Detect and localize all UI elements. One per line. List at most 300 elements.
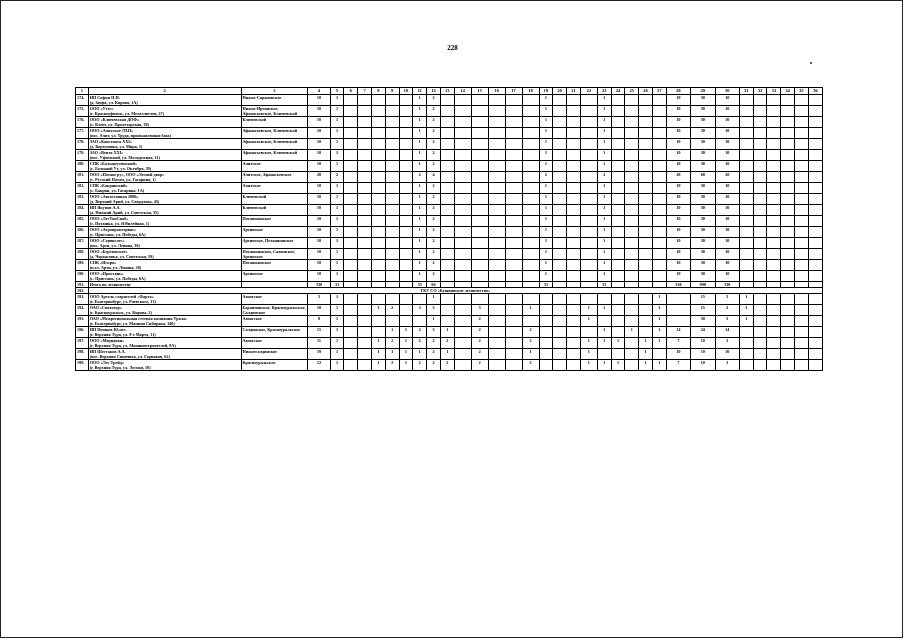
- value-cell: 2: [427, 360, 441, 371]
- value-cell: 1: [330, 161, 344, 172]
- value-cell: 2: [522, 327, 539, 338]
- value-cell: [639, 271, 653, 282]
- value-cell: 1: [330, 360, 344, 371]
- value-cell: 30: [691, 183, 715, 194]
- value-cell: [522, 216, 539, 227]
- value-cell: [385, 194, 399, 205]
- value-cell: [454, 327, 471, 338]
- value-cell: [344, 150, 358, 161]
- value-cell: 1: [330, 216, 344, 227]
- value-cell: [625, 150, 639, 161]
- value-cell: 2: [440, 360, 454, 371]
- value-cell: [454, 360, 471, 371]
- value-cell: 10: [308, 238, 330, 249]
- organization-cell: [88, 360, 241, 371]
- value-cell: 10: [666, 183, 690, 194]
- row-number: 179.: [76, 150, 89, 161]
- value-cell: 1: [539, 150, 553, 161]
- value-cell: [580, 205, 597, 216]
- value-cell: [522, 172, 539, 183]
- organization-address: (с. Пристань, ул. Победы, 6А): [89, 276, 146, 281]
- column-header: 7: [358, 88, 372, 95]
- value-cell: 1: [413, 128, 427, 139]
- value-cell: [767, 249, 781, 260]
- organization-address: (г. Верхняя Тура, ул. Машиностроителей, 8А): [89, 343, 176, 348]
- value-cell: 30: [691, 205, 715, 216]
- value-cell: [399, 205, 413, 216]
- table-row: [76, 316, 823, 327]
- value-cell: [753, 205, 767, 216]
- value-cell: [625, 117, 639, 128]
- value-cell: [739, 271, 753, 282]
- column-header: 4: [308, 88, 330, 95]
- value-cell: [553, 117, 567, 128]
- value-cell: 30: [691, 216, 715, 227]
- value-cell: 20: [666, 172, 690, 183]
- value-cell: [344, 106, 358, 117]
- value-cell: [753, 194, 767, 205]
- value-cell: [488, 260, 505, 271]
- row-number: 185.: [76, 216, 89, 227]
- value-cell: 1: [611, 360, 625, 371]
- value-cell: 10: [666, 150, 690, 161]
- value-cell: [781, 161, 795, 172]
- value-cell: [471, 227, 488, 238]
- forestry-cell: Ключевской: [241, 194, 308, 205]
- value-cell: 1: [413, 95, 427, 106]
- table-row: [76, 305, 823, 316]
- value-cell: [553, 128, 567, 139]
- column-header: 18: [522, 88, 539, 95]
- value-cell: [454, 150, 471, 161]
- value-cell: [652, 194, 666, 205]
- value-cell: [652, 216, 666, 227]
- value-cell: [505, 305, 522, 316]
- value-cell: 5: [715, 294, 739, 305]
- value-cell: [753, 260, 767, 271]
- value-cell: 1: [413, 216, 427, 227]
- value-cell: [808, 117, 822, 128]
- value-cell: 10: [666, 117, 690, 128]
- value-cell: [767, 316, 781, 327]
- forestry-cell: Ачитское: [241, 161, 308, 172]
- organization-cell: [88, 106, 241, 117]
- value-cell: [522, 128, 539, 139]
- value-cell: [639, 205, 653, 216]
- organization-name: ООО «Поташ-ру», ООО «Лесной двор»: [89, 172, 165, 177]
- forestry-cell: Нижнесалдинское: [241, 349, 308, 360]
- value-cell: 2: [427, 271, 441, 282]
- value-cell: 10: [308, 194, 330, 205]
- value-cell: [567, 327, 581, 338]
- forestry-cell: Поташкинское: [241, 216, 308, 227]
- value-cell: [781, 260, 795, 271]
- value-cell: [344, 360, 358, 371]
- value-cell: [611, 95, 625, 106]
- value-cell: [440, 294, 454, 305]
- organization-cell: [88, 327, 241, 338]
- value-cell: 2: [385, 305, 399, 316]
- value-cell: [808, 172, 822, 183]
- value-cell: [767, 327, 781, 338]
- value-cell: [808, 216, 822, 227]
- value-cell: [539, 316, 553, 327]
- value-cell: [399, 260, 413, 271]
- value-cell: 1: [330, 305, 344, 316]
- value-cell: 30: [691, 139, 715, 150]
- column-header: 8: [371, 88, 385, 95]
- value-cell: [344, 128, 358, 139]
- row-number: 198.: [76, 349, 89, 360]
- value-cell: [767, 128, 781, 139]
- value-cell: [371, 161, 385, 172]
- value-cell: [739, 238, 753, 249]
- value-cell: 66: [427, 282, 441, 288]
- value-cell: [781, 216, 795, 227]
- value-cell: [505, 260, 522, 271]
- value-cell: [385, 139, 399, 150]
- value-cell: [580, 238, 597, 249]
- value-cell: [522, 183, 539, 194]
- value-cell: 33: [539, 282, 553, 288]
- value-cell: 1: [413, 238, 427, 249]
- column-header: 21: [567, 88, 581, 95]
- value-cell: [505, 216, 522, 227]
- column-header: 22: [580, 88, 597, 95]
- value-cell: 10: [715, 161, 739, 172]
- table-row: [76, 360, 823, 371]
- organization-cell: [88, 316, 241, 327]
- value-cell: [767, 161, 781, 172]
- value-cell: [808, 305, 822, 316]
- value-cell: [611, 294, 625, 305]
- organization-name: ООО «Лес Трейд»: [89, 360, 124, 365]
- value-cell: [652, 349, 666, 360]
- value-cell: 1: [597, 327, 611, 338]
- value-cell: [739, 128, 753, 139]
- value-cell: [539, 294, 553, 305]
- value-cell: [652, 128, 666, 139]
- value-cell: [753, 271, 767, 282]
- value-cell: [567, 271, 581, 282]
- value-cell: [808, 271, 822, 282]
- value-cell: 10: [666, 205, 690, 216]
- value-cell: 1: [597, 183, 611, 194]
- organization-address: (г. Верхняя Тура, ул. 8-е Марта, 11): [89, 332, 156, 337]
- value-cell: [385, 183, 399, 194]
- value-cell: [553, 139, 567, 150]
- table-row: [76, 161, 823, 172]
- forestry-cell: Афанасьевское, Ключевской: [241, 150, 308, 161]
- value-cell: [567, 95, 581, 106]
- value-cell: 1: [611, 338, 625, 349]
- value-cell: [358, 227, 372, 238]
- forestry-cell: Азиатское: [241, 294, 308, 305]
- value-cell: [639, 128, 653, 139]
- value-cell: 10: [666, 249, 690, 260]
- value-cell: 10: [666, 128, 690, 139]
- value-cell: [753, 161, 767, 172]
- organization-name: ИП Якупов А.А.: [89, 205, 121, 210]
- value-cell: 10: [715, 349, 739, 360]
- value-cell: [795, 183, 809, 194]
- organization-address: (пос. Арти, ул. Ленина, 30): [89, 243, 140, 248]
- value-cell: [639, 294, 653, 305]
- value-cell: [580, 249, 597, 260]
- value-cell: [522, 227, 539, 238]
- value-cell: [795, 227, 809, 238]
- value-cell: [639, 216, 653, 227]
- table-row: [76, 95, 823, 106]
- value-cell: [344, 194, 358, 205]
- value-cell: [580, 128, 597, 139]
- table-row: [76, 150, 823, 161]
- value-cell: 10: [666, 260, 690, 271]
- value-cell: [371, 117, 385, 128]
- value-cell: 2: [385, 338, 399, 349]
- column-header: 17: [505, 88, 522, 95]
- value-cell: 20: [308, 172, 330, 183]
- value-cell: 1: [399, 349, 413, 360]
- value-cell: 15: [308, 327, 330, 338]
- value-cell: [795, 260, 809, 271]
- value-cell: 1: [597, 106, 611, 117]
- value-cell: [666, 305, 690, 316]
- value-cell: 10: [666, 271, 690, 282]
- value-cell: [781, 227, 795, 238]
- value-cell: [358, 338, 372, 349]
- value-cell: [795, 249, 809, 260]
- value-cell: [567, 150, 581, 161]
- forestry-cell: Ключевской: [241, 205, 308, 216]
- value-cell: [471, 117, 488, 128]
- value-cell: 2: [427, 349, 441, 360]
- value-cell: [522, 316, 539, 327]
- value-cell: [553, 95, 567, 106]
- value-cell: 24: [691, 327, 715, 338]
- value-cell: [611, 271, 625, 282]
- value-cell: [399, 172, 413, 183]
- value-cell: 2: [413, 360, 427, 371]
- table-row: [76, 183, 823, 194]
- value-cell: 1: [539, 216, 553, 227]
- value-cell: 1: [330, 183, 344, 194]
- value-cell: [611, 205, 625, 216]
- value-cell: [371, 128, 385, 139]
- value-cell: [344, 294, 358, 305]
- value-cell: 1: [413, 106, 427, 117]
- value-cell: [739, 227, 753, 238]
- value-cell: 1: [539, 128, 553, 139]
- value-cell: [454, 338, 471, 349]
- value-cell: [781, 316, 795, 327]
- header-row: [76, 88, 823, 95]
- value-cell: 10: [308, 139, 330, 150]
- value-cell: 10: [666, 139, 690, 150]
- value-cell: [808, 294, 822, 305]
- value-cell: [471, 183, 488, 194]
- value-cell: [781, 172, 795, 183]
- value-cell: 1: [597, 238, 611, 249]
- forestry-cell: Ачитское: [241, 183, 308, 194]
- value-cell: [567, 117, 581, 128]
- value-cell: 10: [666, 238, 690, 249]
- value-cell: 2: [427, 205, 441, 216]
- value-cell: 10: [666, 194, 690, 205]
- value-cell: 10: [308, 305, 330, 316]
- value-cell: 5: [308, 294, 330, 305]
- value-cell: [399, 271, 413, 282]
- value-cell: [522, 294, 539, 305]
- value-cell: [488, 271, 505, 282]
- value-cell: 2: [427, 194, 441, 205]
- value-cell: [639, 106, 653, 117]
- value-cell: 1: [399, 360, 413, 371]
- value-cell: [371, 316, 385, 327]
- value-cell: 10: [715, 216, 739, 227]
- value-cell: [580, 260, 597, 271]
- value-cell: [625, 316, 639, 327]
- organization-address: (д. Зауфа, ул. Кирова, 1А): [89, 100, 138, 105]
- value-cell: [553, 249, 567, 260]
- value-cell: 10: [715, 249, 739, 260]
- value-cell: 30: [691, 271, 715, 282]
- organization-name: ЗАО «Вента XXI»: [89, 150, 124, 155]
- value-cell: [385, 316, 399, 327]
- value-cell: 1: [440, 327, 454, 338]
- value-cell: [344, 260, 358, 271]
- value-cell: [580, 227, 597, 238]
- table-row: [76, 294, 823, 305]
- value-cell: [454, 106, 471, 117]
- value-cell: 8: [308, 316, 330, 327]
- value-cell: [795, 172, 809, 183]
- value-cell: [795, 161, 809, 172]
- value-cell: 2: [385, 360, 399, 371]
- organization-cell: [88, 161, 241, 172]
- value-cell: 7: [666, 338, 690, 349]
- row-number: 187.: [76, 238, 89, 249]
- organization-name: СПК «Искра»: [89, 260, 117, 265]
- value-cell: [371, 294, 385, 305]
- value-cell: 1: [413, 349, 427, 360]
- value-cell: [344, 205, 358, 216]
- value-cell: 1: [330, 238, 344, 249]
- value-cell: [781, 150, 795, 161]
- value-cell: 2: [440, 338, 454, 349]
- value-cell: [344, 183, 358, 194]
- value-cell: 10: [715, 271, 739, 282]
- row-number: 188.: [76, 249, 89, 260]
- value-cell: [539, 349, 553, 360]
- value-cell: 33: [597, 282, 611, 288]
- value-cell: [440, 227, 454, 238]
- value-cell: 1: [652, 338, 666, 349]
- value-cell: [358, 238, 372, 249]
- value-cell: [505, 249, 522, 260]
- value-cell: [753, 128, 767, 139]
- value-cell: 1: [597, 161, 611, 172]
- value-cell: [739, 139, 753, 150]
- column-header: 29: [691, 88, 715, 95]
- value-cell: [625, 227, 639, 238]
- value-cell: [505, 238, 522, 249]
- value-cell: [440, 271, 454, 282]
- organization-cell: [88, 194, 241, 205]
- value-cell: [358, 172, 372, 183]
- value-cell: [471, 216, 488, 227]
- value-cell: [505, 205, 522, 216]
- value-cell: [488, 95, 505, 106]
- value-cell: [739, 194, 753, 205]
- value-cell: 2: [427, 249, 441, 260]
- value-cell: [539, 327, 553, 338]
- forestry-cell: Нижне-Сарановское: [241, 95, 308, 106]
- value-cell: [611, 316, 625, 327]
- organization-name: ООО «Ключевская ДОФ»: [89, 117, 140, 122]
- forestry-cell: Поташкинское: [241, 260, 308, 271]
- value-cell: [795, 316, 809, 327]
- column-header: 19: [539, 88, 553, 95]
- value-cell: 1: [413, 271, 427, 282]
- value-cell: [753, 305, 767, 316]
- value-cell: 2: [471, 349, 488, 360]
- value-cell: [371, 150, 385, 161]
- value-cell: 1: [652, 294, 666, 305]
- value-cell: [753, 316, 767, 327]
- value-cell: [739, 349, 753, 360]
- value-cell: 15: [691, 305, 715, 316]
- organization-address: (г. Верхняя Тура, ул. Лесная, 10): [89, 365, 151, 370]
- value-cell: [440, 95, 454, 106]
- value-cell: [625, 305, 639, 316]
- value-cell: [639, 238, 653, 249]
- value-cell: 1: [427, 316, 441, 327]
- value-cell: [625, 360, 639, 371]
- value-cell: 2: [330, 172, 344, 183]
- value-cell: 1: [652, 305, 666, 316]
- column-header: 14: [454, 88, 471, 95]
- value-cell: [611, 349, 625, 360]
- value-cell: [488, 205, 505, 216]
- value-cell: 1: [597, 139, 611, 150]
- value-cell: [399, 150, 413, 161]
- value-cell: 10: [715, 238, 739, 249]
- value-cell: [666, 316, 690, 327]
- value-cell: [440, 216, 454, 227]
- value-cell: [488, 238, 505, 249]
- value-cell: [795, 95, 809, 106]
- value-cell: [611, 227, 625, 238]
- value-cell: 1: [539, 194, 553, 205]
- value-cell: [471, 260, 488, 271]
- value-cell: 30: [691, 161, 715, 172]
- value-cell: [567, 349, 581, 360]
- value-cell: [553, 316, 567, 327]
- value-cell: [580, 161, 597, 172]
- organization-address: (д. Черкасовка, ул. Советская, 59): [89, 254, 154, 259]
- value-cell: [371, 249, 385, 260]
- row-number: 174.: [76, 95, 89, 106]
- value-cell: [454, 305, 471, 316]
- value-cell: [567, 183, 581, 194]
- value-cell: [522, 106, 539, 117]
- value-cell: [808, 161, 822, 172]
- value-cell: [567, 249, 581, 260]
- value-cell: [553, 360, 567, 371]
- value-cell: 1: [427, 294, 441, 305]
- value-cell: [580, 271, 597, 282]
